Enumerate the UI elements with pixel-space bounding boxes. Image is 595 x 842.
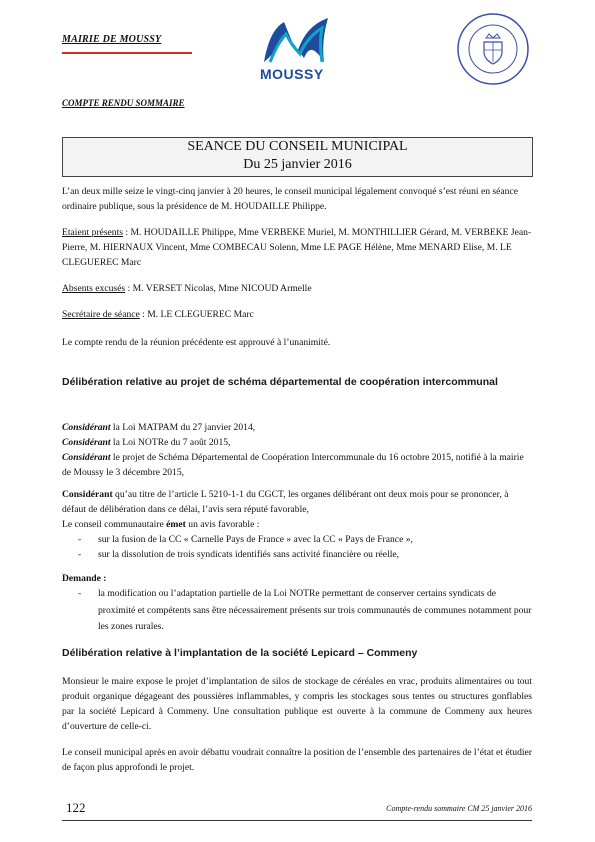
header-red-rule xyxy=(62,52,192,54)
mairie-seal xyxy=(456,12,530,86)
considerant-3: Considérant le projet de Schéma Départemental de Coopération Intercommunale du 16 octobre 2015, notifié à la mairie de Moussy le 3 décembre 2015, xyxy=(62,452,524,478)
intro-paragraph: L’an deux mille seize le vingt-cinq janvier à 20 heures, le conseil municipal légalement convoqué s’est réuni en séance ordinaire publique, sous la présidence de M. HOUDAILLE Philippe. xyxy=(62,186,518,212)
presents-label: Etaient présents xyxy=(62,227,124,238)
footer-caption: Compte-rendu sommaire CM 25 janvier 2016 xyxy=(386,804,532,813)
compte-rendu-label: COMPTE RENDU SOMMAIRE xyxy=(62,98,185,108)
seal-icon xyxy=(456,12,530,86)
conseil-avis: Le conseil communautaire émet un avis favorable : xyxy=(62,519,260,530)
absents-label: Absents excusés xyxy=(62,283,126,294)
logo-text: MOUSSY xyxy=(260,66,324,82)
secretaire-names: : M. LE CLEGUEREC Marc xyxy=(139,309,254,320)
secretaire-label: Secrétaire de séance xyxy=(62,309,140,320)
section2-paragraph-2: Le conseil municipal après en avoir débattu voudrait connaître la position de l’ensemble des partenaires de l’état et étudier de façon plus approfondi le projet. xyxy=(62,747,532,773)
mairie-label: MAIRIE DE MOUSSY xyxy=(62,34,162,45)
moussy-logo-icon xyxy=(250,10,350,70)
moussy-logo xyxy=(250,10,350,88)
title-line-1: SEANCE DU CONSEIL MUNICIPAL xyxy=(187,139,408,154)
footer-rule xyxy=(62,820,532,821)
section1-considerant-4 xyxy=(62,487,532,562)
presents-paragraph xyxy=(62,225,532,270)
section1-demande xyxy=(62,571,532,636)
avis-bullet-1: - sur la fusion de la CC « Carnelle Pays de France » avec la CC « Pays de France », xyxy=(78,534,413,545)
demande-bullet: - la modification ou l’adaptation partielle de la Loi NOTRe permettant de conserver certains syndicats de proximité et compétents sans être nécessairement présents sur trois communautés de communes notamment pour les zones rurales. xyxy=(78,588,532,632)
considerant-1: Considérant la Loi MATPAM du 27 janvier 2014, xyxy=(62,422,256,433)
section2-heading: Délibération relative à l’implantation de la société Lepicard – Commeny xyxy=(62,647,418,659)
page-number: 122 xyxy=(66,800,86,815)
title-line-2: Du 25 janvier 2016 xyxy=(243,157,352,172)
section1-considerants xyxy=(62,420,532,480)
presents-names: : M. HOUDAILLE Philippe, Mme VERBEKE Muriel, M. MONTHILLIER Gérard, M. VERBEKE Jean-Pierre, M. HIERNAUX Vincent, Mme COMBECAU Solenn, Mme LE PAGE Hélène, Mme MENARD Elise, M. LE CLEGUEREC Marc xyxy=(62,227,532,268)
section1-heading: Délibération relative au projet de schéma départemental de coopération intercommunal xyxy=(62,376,498,388)
considerant-4: Considérant qu’au titre de l’article L 5210-1-1 du CGCT, les organes délibérant ont deux mois pour se prononcer, à défaut de délibération dans ce délai, l’avis sera réputé favorable, xyxy=(62,489,509,515)
avis-bullet-2: - sur la dissolution de trois syndicats identifiés sans activité financière ou réelle, xyxy=(78,549,400,560)
considerant-2: Considérant la Loi NOTRe du 7 août 2015, xyxy=(62,437,231,448)
secretaire-paragraph xyxy=(62,307,532,322)
absents-names: : M. VERSET Nicolas, Mme NICOUD Armelle xyxy=(125,283,312,294)
approval-paragraph: Le compte rendu de la réunion précédente est approuvé à l’unanimité. xyxy=(62,337,331,348)
demande-label: Demande : xyxy=(62,573,107,584)
section2-paragraph-1: Monsieur le maire expose le projet d’implantation de silos de stockage de céréales en vrac, produits alimentaires ou tout produit organique dégageant des poussières inflammables, y compris les stockages sous tentes ou structures gonflables par la société Lepicard à Commeny. Une consultation publique est ouverte à la commune de Commeny aux heures d’ouverture de celle-ci. xyxy=(62,676,532,732)
title-box xyxy=(62,137,533,177)
absents-paragraph xyxy=(62,281,532,296)
